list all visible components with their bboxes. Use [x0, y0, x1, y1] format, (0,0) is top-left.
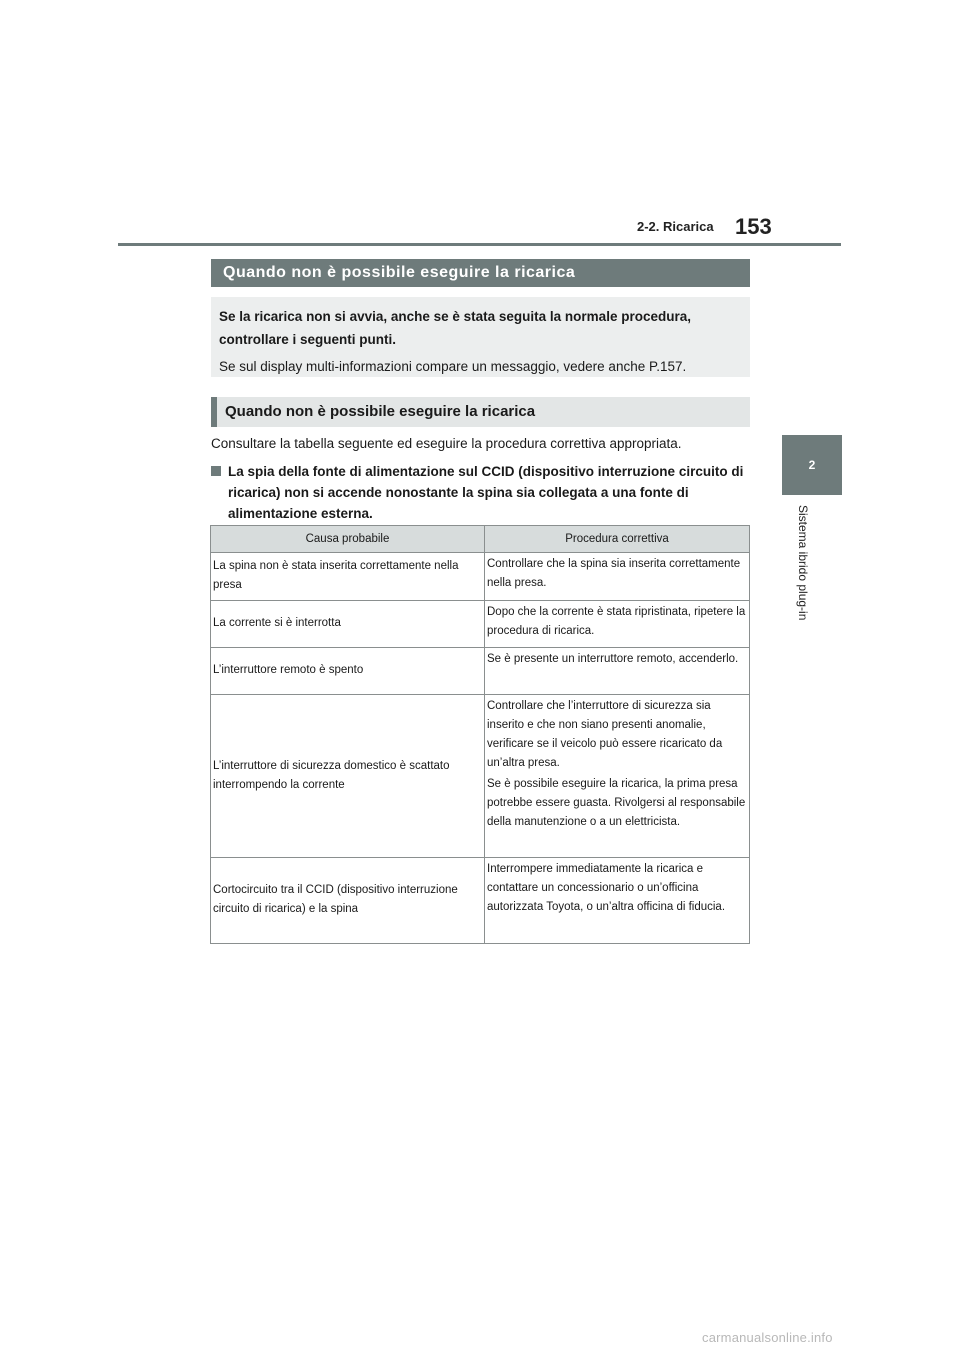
intro-plain-text: Se sul display multi-informazioni compare un messaggio, vedere anche P.157.	[219, 359, 687, 374]
table-row	[211, 553, 750, 601]
header-rule	[118, 243, 841, 246]
remedy-text: Controllare che l’interruttore di sicurezza sia inserito e che non siano presenti anomalie, verificare se il veicolo può essere ricaricato da un’altra presa.	[487, 700, 723, 769]
remedy-cell	[485, 695, 750, 858]
remedy-cell	[485, 601, 750, 648]
table-header-row	[211, 526, 750, 553]
cause-cell: Cortocircuito tra il CCID (dispositivo interruzione circuito di ricarica) e la spina	[211, 858, 485, 944]
page-number: 153	[735, 214, 772, 239]
remedy-cell	[485, 553, 750, 601]
table-row	[211, 601, 750, 648]
remedy-text: Dopo che la corrente è stata ripristinata, ripetere la procedura di ricarica.	[487, 606, 746, 637]
remedy-text: Controllare che la spina sia inserita correttamente nella presa.	[487, 558, 741, 589]
remedy-cell	[485, 648, 750, 695]
sub-heading: Quando non è possibile eseguire la ricarica	[211, 397, 750, 427]
cause-cell: L’interruttore di sicurezza domestico è scattato interrompendo la corrente	[211, 695, 485, 858]
intro-bold-text: Se la ricarica non si avvia, anche se è stata seguita la normale procedura, controllare i seguenti punti.	[219, 309, 691, 347]
table-row	[211, 695, 750, 858]
chapter-tab[interactable]: 2	[782, 435, 842, 495]
body-text: Consultare la tabella seguente ed eseguire la procedura correttiva appropriata.	[211, 436, 682, 451]
remedy-cell	[485, 858, 750, 944]
cause-cell: La corrente si è interrotta	[211, 601, 485, 648]
watermark: carmanualsonline.info	[702, 1330, 833, 1345]
section-ref: 2-2. Ricarica	[637, 219, 714, 234]
bullet-square-icon	[211, 466, 221, 476]
column-header-remedy: Procedura correttiva	[485, 526, 750, 553]
remedy-text: Se è possibile eseguire la ricarica, la prima presa potrebbe essere guasta. Rivolgersi al responsabile della manutenzione o a un elettricista.	[487, 778, 746, 828]
main-heading: Quando non è possibile eseguire la ricarica	[211, 259, 750, 287]
remedy-text: Se è presente un interruttore remoto, accenderlo.	[487, 653, 739, 665]
remedy-text: Interrompere immediatamente la ricarica e contattare un concessionario o un’officina autorizzata Toyota, o un’altra officina di fiducia.	[487, 863, 726, 913]
table-row	[211, 648, 750, 695]
column-header-cause: Causa probabile	[211, 526, 485, 553]
table-row	[211, 858, 750, 944]
cause-cell: La spina non è stata inserita correttamente nella presa	[211, 553, 485, 601]
cause-cell: L’interruttore remoto è spento	[211, 648, 485, 695]
intro-box	[211, 297, 750, 377]
bullet-item	[211, 461, 751, 524]
chapter-title: Sistema ibrido plug-in	[796, 505, 810, 621]
fault-table	[210, 525, 750, 944]
bullet-text: La spia della fonte di alimentazione sul CCID (dispositivo interruzione circuito di ricarica) non si accende nonostante la spina sia collegata a una fonte di alimentazione esterna.	[228, 464, 744, 521]
